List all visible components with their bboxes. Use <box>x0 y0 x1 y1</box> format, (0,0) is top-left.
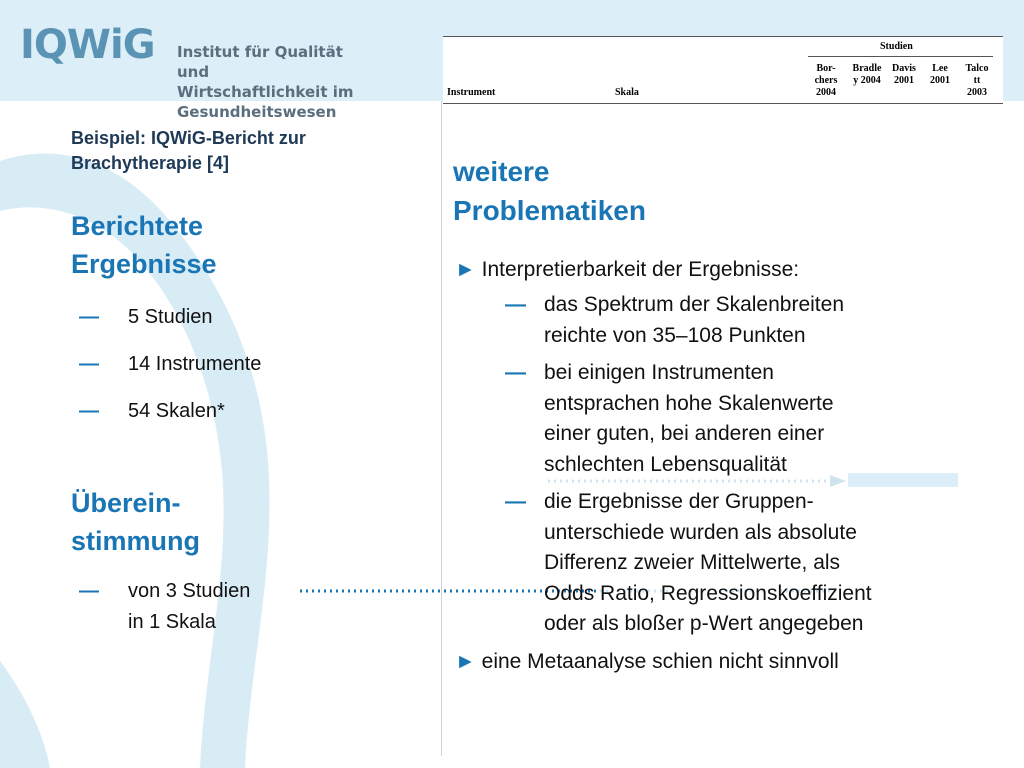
heading-weitere-problematiken: weitere Problematiken <box>453 156 646 226</box>
table-col-study: Lee 2001 <box>930 63 950 86</box>
heading-berichtete-ergebnisse: Berichtete Ergebnisse <box>71 211 217 279</box>
logo-mark: IQWiG <box>20 22 155 68</box>
table-col-instrument: Instrument <box>447 87 496 98</box>
table-col-study: Bradle y 2004 <box>852 63 882 86</box>
logo-institute-name <box>177 42 380 122</box>
bullet-item: ► Interpretierbarkeit der Ergebnisse: <box>455 258 800 281</box>
triangle-bullet-icon: ► <box>455 258 476 281</box>
table-col-study: Bor- chers 2004 <box>814 63 838 98</box>
table-col-study: Davis 2001 <box>892 63 916 86</box>
iqwig-logo <box>20 22 380 121</box>
dash-bullet-icon: — <box>79 580 99 602</box>
dash-bullet-icon: — <box>505 293 526 316</box>
dash-bullet-icon: — <box>505 361 526 384</box>
triangle-bullet-icon: ► <box>455 650 476 673</box>
slide-subtitle: Beispiel: IQWiG-Bericht zur Brachytherapie [4] <box>71 128 306 173</box>
logo-line-1: Institut für Qualität und <box>177 43 343 81</box>
table-col-study: Talco tt 2003 <box>965 63 989 98</box>
logo-line-2: Wirtschaftlichkeit im Gesundheitswesen <box>177 83 354 121</box>
table-group-header: Studien <box>880 41 913 52</box>
dash-bullet-icon: — <box>79 400 99 422</box>
column-divider <box>441 101 442 756</box>
studies-table <box>443 36 1003 104</box>
bullet-item: ► eine Metaanalyse schien nicht sinnvoll <box>455 650 839 673</box>
dash-bullet-icon: — <box>79 306 99 328</box>
heading-uebereinstimmung: Überein- stimmung <box>71 488 201 556</box>
table-col-skala: Skala <box>615 87 639 98</box>
dash-bullet-icon: — <box>505 490 526 513</box>
table-group-rule <box>808 56 993 57</box>
dash-bullet-icon: — <box>79 353 99 375</box>
